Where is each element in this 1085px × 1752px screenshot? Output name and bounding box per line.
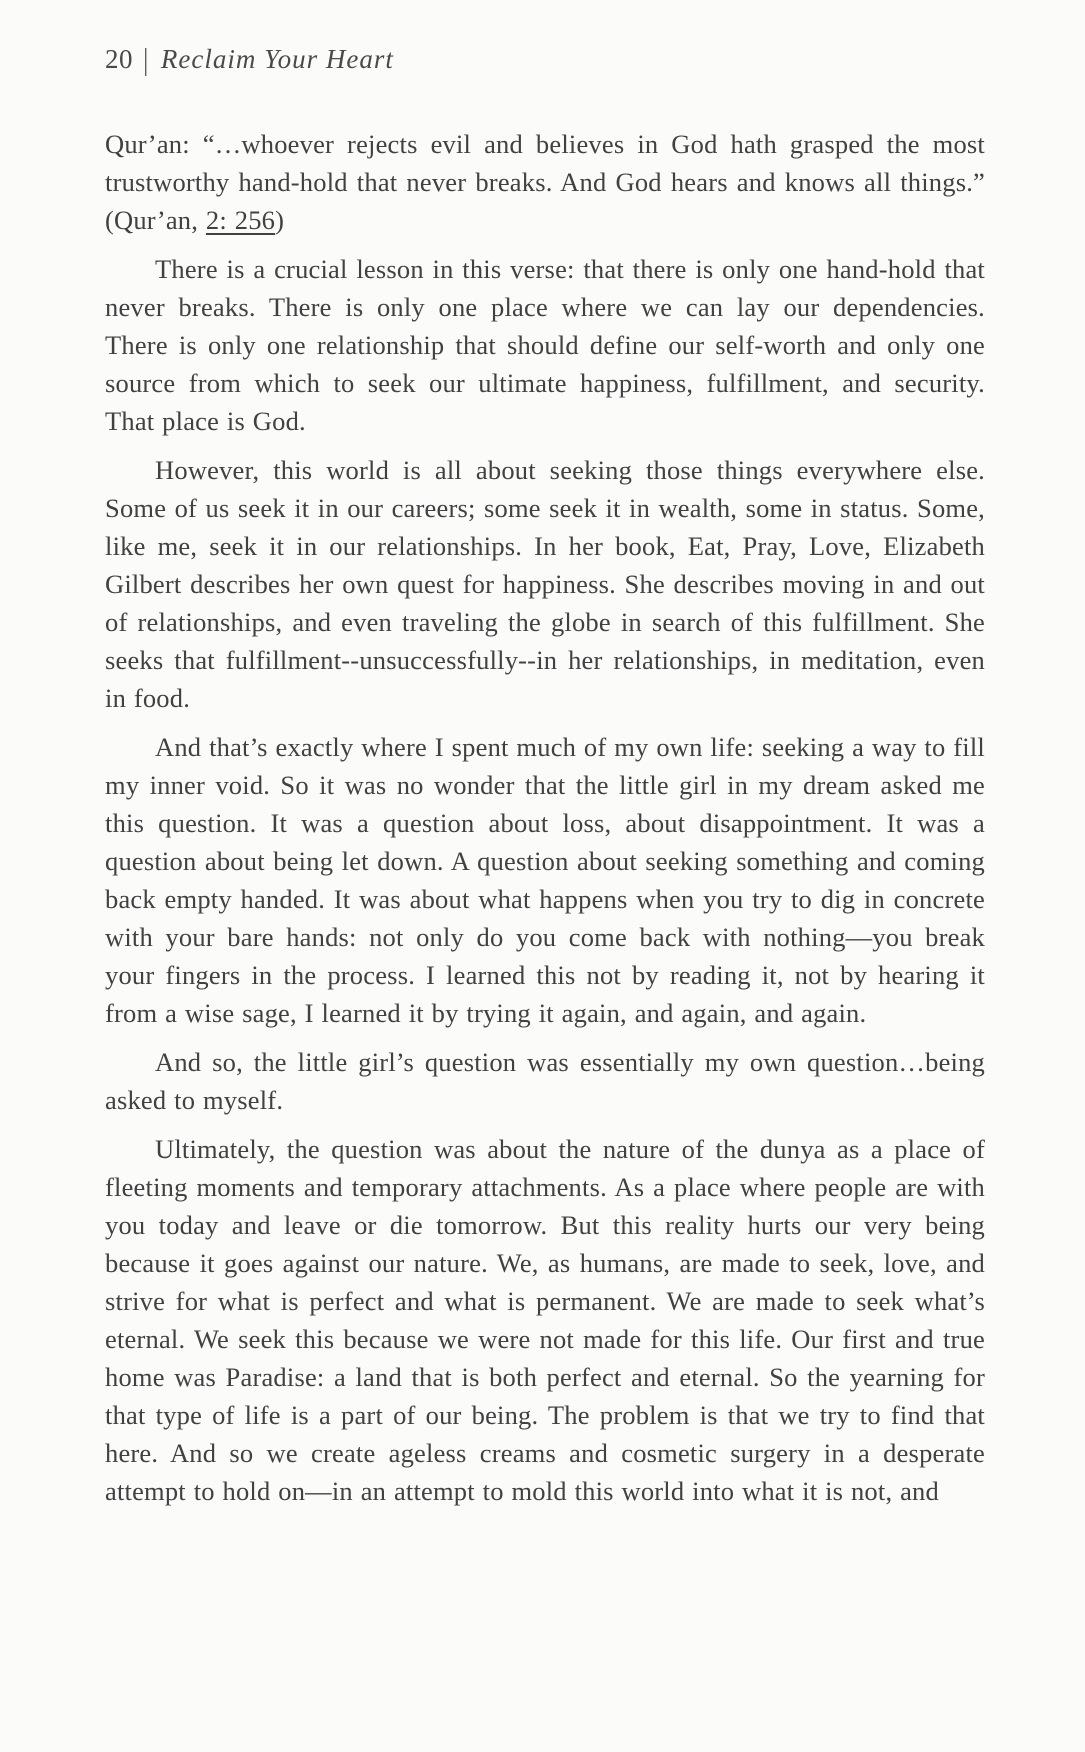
- body-paragraph: [105, 1130, 985, 1510]
- body-paragraph: [105, 125, 985, 239]
- text-segment: Qur’an: “…whoever rejects evil and believes in God hath grasped the most trustworthy hand-hold that never breaks. And God hears and knows all things.” (Qur’an,: [105, 129, 985, 235]
- body-paragraph: [105, 728, 985, 1032]
- text-segment: And that’s exactly where I spent much of my own life: seeking a way to fill my inner void. So it was no wonder that the little girl in my dream asked me this question. It was a question about loss, about disappointment. It was a question about being let down. A question about seeking something and coming back empty handed. It was about what happens when you try to dig in concrete with your bare hands: not only do you come back with nothing—you break your fingers in the process. I learned this not by reading it, not by hearing it from a wise sage, I learned it by trying it again, and again, and again.: [105, 732, 985, 1028]
- body-paragraph: [105, 250, 985, 440]
- verse-reference: 2: 256: [205, 205, 276, 235]
- text-segment: Ultimately, the question was about the nature of the dunya as a place of fleeting moments and temporary attachments. As a place where people are with you today and leave or die tomorrow. But this reality hurts our very being because it goes against our nature. We, as humans, are made to seek, love, and strive for what is perfect and what is permanent. We are made to seek what’s eternal. We seek this because we were not made for this life. Our first and true home was Paradise: a land that is both perfect and eternal. So the yearning for that type of life is a part of our being. The problem is that we try to find that here. And so we create ageless creams and cosmetic surgery in a desperate attempt to hold on—in an attempt to mold this world into what it is not, and: [105, 1134, 985, 1506]
- book-title: Reclaim Your Heart: [160, 44, 394, 74]
- text-segment: And so, the little girl’s question was essentially my own question…being asked to myself.: [105, 1047, 985, 1115]
- body-paragraph: [105, 451, 985, 717]
- running-header: [105, 41, 985, 77]
- text-segment: There is a crucial lesson in this verse: that there is only one hand-hold that never breaks. There is only one place where we can lay our dependencies. There is only one relationship that should define our self-worth and only one source from which to seek our ultimate happiness, fulfillment, and security. That place is God.: [105, 254, 985, 436]
- page-number: 20: [105, 44, 133, 74]
- page-body-text: [105, 125, 985, 1510]
- header-divider: |: [143, 41, 149, 77]
- text-segment: However, this world is all about seeking those things everywhere else. Some of us seek it in our careers; some seek it in wealth, some in status. Some, like me, seek it in our relationships. In her book, Eat, Pray, Love, Elizabeth Gilbert describes her own quest for happiness. She describes moving in and out of relationships, and even traveling the globe in search of this fulfillment. She seeks that fulfillment--unsuccessfully--in her relationships, in meditation, even in food.: [105, 455, 985, 713]
- text-segment: ): [275, 205, 285, 235]
- body-paragraph: [105, 1043, 985, 1119]
